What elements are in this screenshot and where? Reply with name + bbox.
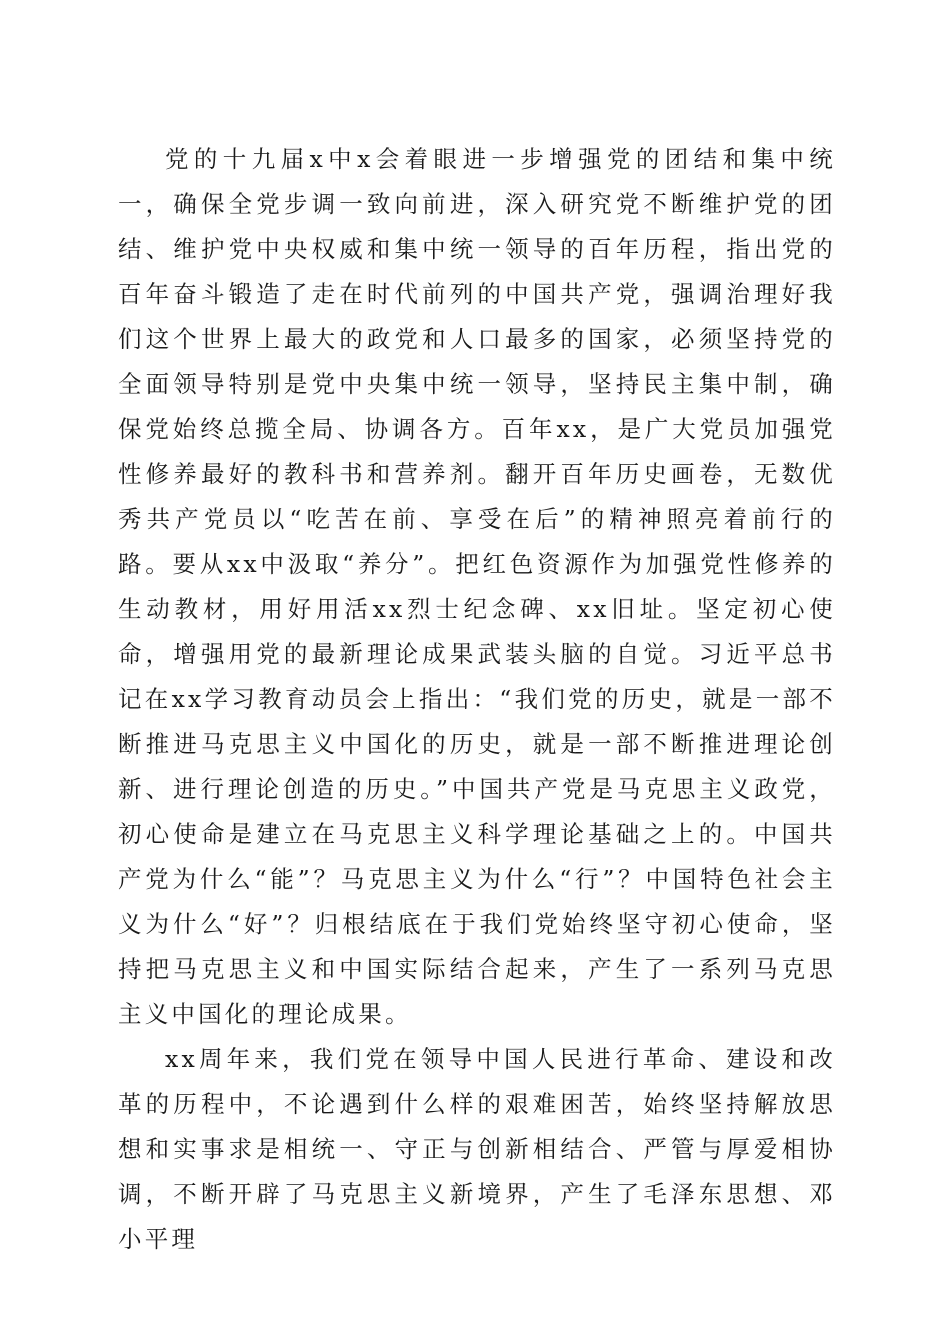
document-body xyxy=(118,137,836,1262)
paragraph-1: 党的十九届x中x会着眼进一步增强党的团结和集中统一，确保全党步调一致向前进，深入研究党不断维护党的团结、维护党中央权威和集中统一领导的百年历程，指出党的百年奋斗锻造了走在时代前列的中国共产党，强调治理好我们这个世界上最大的政党和人口最多的国家，必须坚持党的全面领导特别是党中央集中统一领导，坚持民主集中制，确保党始终总揽全局、协调各方。百年xx，是广大党员加强党性修养最好的教科书和营养剂。翻开百年历史画卷，无数优秀共产党员以“吃苦在前、享受在后”的精神照亮着前行的路。要从xx中汲取“养分”。把红色资源作为加强党性修养的生动教材，用好用活xx烈士纪念碑、xx旧址。坚定初心使命，增强用党的最新理论成果武装头脑的自觉。习近平总书记在xx学习教育动员会上指出：“我们党的历史，就是一部不断推进马克思主义中国化的历史，就是一部不断推进理论创新、进行理论创造的历史。”中国共产党是马克思主义政党，初心使命是建立在马克思主义科学理论基础之上的。中国共产党为什么“能”？马克思主义为什么“行”？中国特色社会主义为什么“好”？归根结底在于我们党始终坚守初心使命，坚持把马克思主义和中国实际结合起来，产生了一系列马克思主义中国化的理论成果。 xyxy=(118,145,836,1028)
paragraph-2: xx周年来，我们党在领导中国人民进行革命、建设和改革的历程中，不论遇到什么样的艰难困苦，始终坚持解放思想和实事求是相统一、守正与创新相结合、严管与厚爱相协调，不断开辟了马克思主义新境界，产生了毛泽东思想、邓小平理 xyxy=(118,1045,836,1253)
